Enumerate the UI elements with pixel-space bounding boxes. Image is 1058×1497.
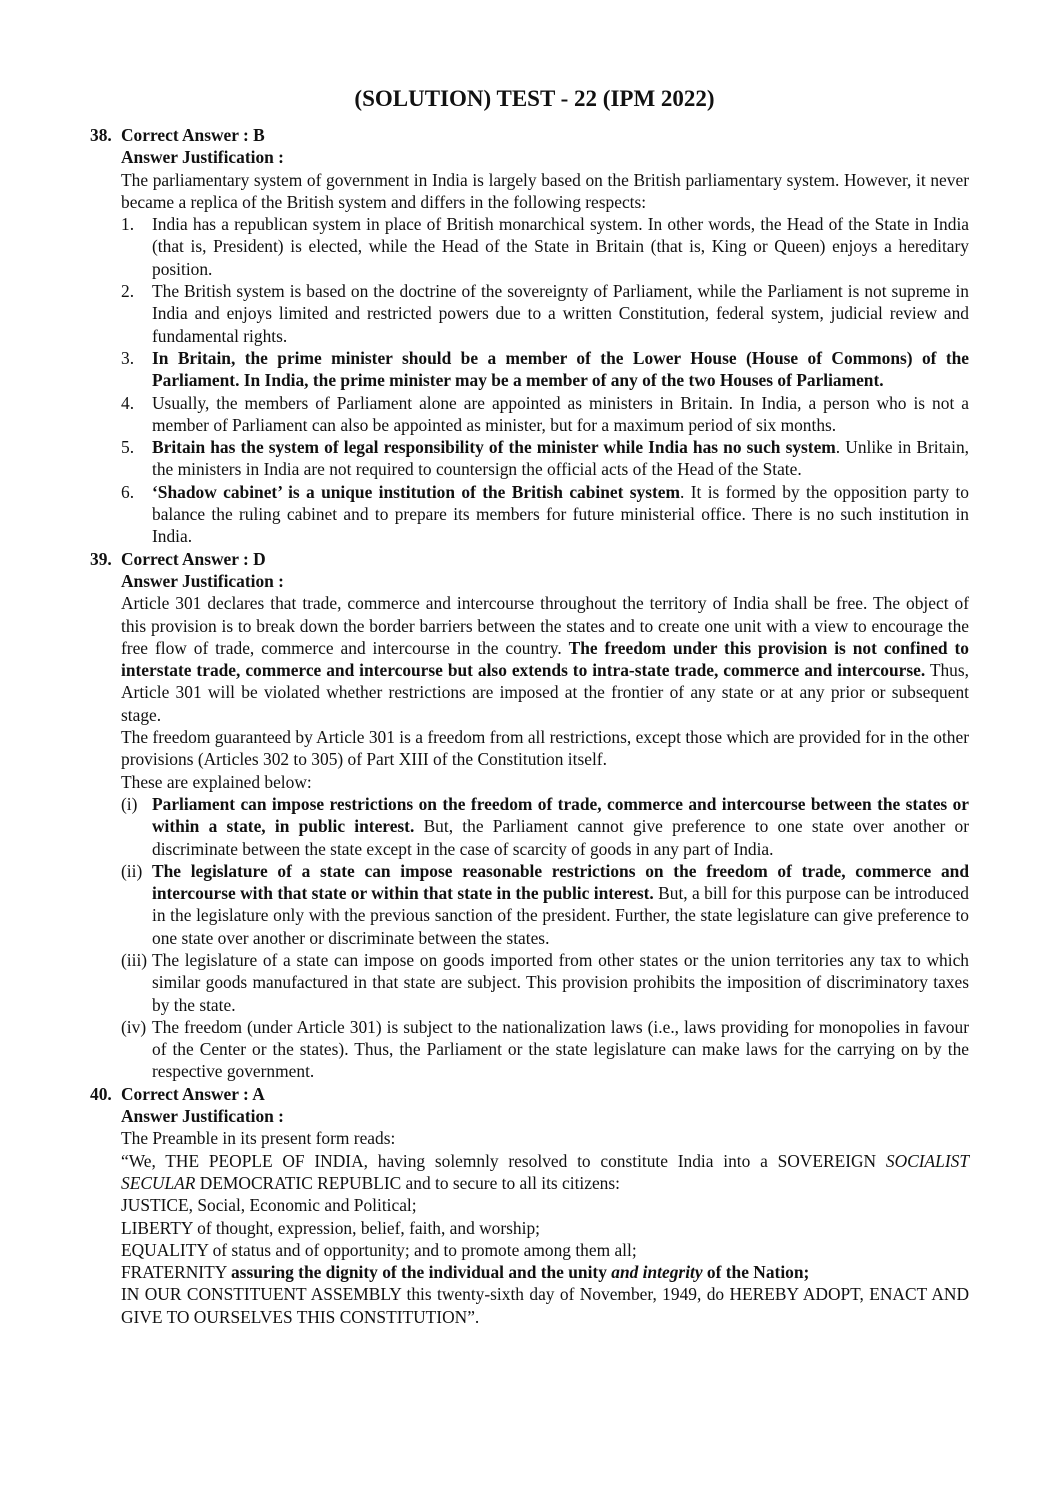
text-run: India has a republican system in place of British monarchical system. In other words, the Head of the State in India (that is, President) is elected, while the Head of the State in Britain (that is, King or Queen) enjoys a hereditary position.: [152, 214, 969, 279]
list-item-text: [152, 481, 969, 548]
question-header: [90, 548, 969, 570]
justification-label: Answer Justification :: [121, 570, 284, 591]
bold-text: Parliament can impose restrictions on the freedom of trade, commerce and intercourse between the states or within a state, in public interest.: [152, 793, 969, 837]
text-run: The parliamentary system of government in India is largely based on the British parliamentary system. However, it never became a replica of the British system and differs in the following respects:: [121, 169, 969, 212]
text-run: Thus, Article 301 will be violated whether restrictions are imposed at the frontier of any state or at any prior or subsequent stage.: [121, 660, 969, 725]
bold-text: In Britain, the prime minister should be a member of the Lower House (House of Commons) of the Parliament. In India, the prime minister may be a member of any of the two Houses of Parliament.: [152, 347, 969, 391]
list-item-number: 6.: [121, 481, 135, 502]
paragraph: [121, 1150, 969, 1195]
list-item-text: [152, 213, 969, 280]
text-run: The British system is based on the doctrine of the sovereignty of Parliament, while the Parliament is not supreme in India and enjoys limited and restricted powers due to a written Constitution, federal system, judicial review and fundamental rights.: [152, 281, 969, 346]
paragraph: [121, 169, 969, 214]
question-number: 38.: [90, 125, 112, 145]
paragraph: [121, 1239, 969, 1261]
correct-answer: Correct Answer : A: [121, 1083, 265, 1104]
text-run: DEMOCRATIC REPUBLIC and to secure to all its citizens:: [195, 1172, 620, 1193]
bold-text: and integrity: [611, 1262, 703, 1283]
justification-label: Answer Justification :: [121, 1106, 284, 1127]
italic-text: SOCIALIST SECULAR: [121, 1150, 969, 1193]
list-item: [121, 1016, 969, 1083]
correct-answer: Correct Answer : D: [121, 548, 266, 569]
bold-text: assuring the dignity of the individual and the unity: [230, 1262, 612, 1283]
text-run: The Preamble in its present form reads:: [121, 1128, 396, 1149]
justification-label: Answer Justification :: [121, 147, 284, 168]
bold-text: The legislature of a state can impose reasonable restrictions on the freedom of trade, commerce and intercourse with that state or within that state in the public interest.: [152, 860, 969, 904]
question-header: [90, 124, 969, 146]
question-38: [90, 124, 969, 548]
list-item-text: [152, 280, 969, 347]
text-run: The legislature of a state can impose on goods imported from other states or the union territories any tax to which similar goods manufactured in that state are subject. This provision prohibits the imposition of discriminatory taxes by the state.: [152, 949, 969, 1015]
document-title: (SOLUTION) TEST - 22 (IPM 2022): [354, 86, 715, 111]
list-item: [121, 347, 969, 392]
question-body: [121, 570, 969, 1083]
text-run: These are explained below:: [121, 771, 312, 792]
list-item-number: 4.: [121, 392, 135, 413]
paragraph: [121, 1283, 969, 1328]
list-item: [121, 213, 969, 280]
list-item-number: (iii): [121, 949, 148, 970]
list-item-number: 1.: [121, 214, 135, 235]
list-item: [121, 436, 969, 481]
list-item-text: [152, 347, 969, 392]
bold-text: ‘Shadow cabinet’ is a unique institution of the British cabinet system: [152, 481, 681, 502]
list-item-text: [152, 949, 969, 1016]
text-run: JUSTICE, Social, Economic and Political;: [121, 1195, 417, 1216]
text-run: Article 301 declares that trade, commerce and intercourse throughout the territory of India shall be free. The object of this provision is to break down the border barriers between the states and to create one unit with a view to encourage the free flow of trade, commerce and intercourse in the country.: [121, 593, 969, 658]
list-item-number: 2.: [121, 281, 135, 302]
paragraph: [121, 1217, 969, 1239]
text-run: . It is formed by the opposition party to balance the ruling cabinet and to prepare its members for future ministerial office. There is no such institution in India.: [152, 481, 969, 547]
paragraph: [121, 1127, 969, 1149]
text-run: The freedom guaranteed by Article 301 is a freedom from all restrictions, except those which are provided for in the other provisions (Articles 302 to 305) of Part XIII of the Constitution itself.: [121, 727, 969, 770]
list-item-text: [152, 436, 969, 481]
list-item-number: (iv): [121, 1016, 147, 1037]
list-item: [121, 793, 969, 860]
list-item: [121, 860, 969, 949]
bold-text: The freedom under this provision is not confined to interstate trade, commerce and intercourse but also extends to intra-state trade, commerce and intercourse.: [121, 637, 969, 681]
bold-text: of the Nation;: [702, 1262, 810, 1283]
text-run: EQUALITY of status and of opportunity; and to promote among them all;: [121, 1239, 637, 1260]
questions-list: [90, 124, 969, 1328]
bold-text: Britain has the system of legal responsibility of the minister while India has no such system: [152, 437, 836, 458]
text-run: LIBERTY of thought, expression, belief, faith, and worship;: [121, 1217, 540, 1238]
text-run: IN OUR CONSTITUENT ASSEMBLY this twenty-sixth day of November, 1949, do HEREBY ADOPT, ENACT AND GIVE TO OURSELVES THIS CONSTITUTION”.: [121, 1284, 969, 1327]
list-item-text: [152, 793, 969, 860]
question-header: [90, 1083, 969, 1105]
question-39: [90, 548, 969, 1083]
text-run: But, a bill for this purpose can be introduced in the legislature only with the previous sanction of the president. Further, the state legislature can give preference to one state over another or discriminate between the states.: [152, 883, 969, 948]
text-run: . Unlike in Britain, the ministers in India are not required to countersign the official acts of the Head of the State.: [152, 437, 969, 480]
paragraph: [121, 1194, 969, 1216]
paragraph: [121, 592, 969, 726]
list-item-text: [152, 860, 969, 949]
text-run: But, the Parliament cannot give preference to one state over another or discriminate between the state except in the case of scarcity of goods in any part of India.: [152, 816, 969, 859]
paragraph: [121, 771, 969, 793]
list-item-text: [152, 392, 969, 437]
list-item: [121, 392, 969, 437]
text-run: Usually, the members of Parliament alone are appointed as ministers in Britain. In India, a person who is not a member of Parliament can also be appointed as minister, but for a maximum period of six months.: [152, 392, 969, 435]
question-body: [121, 1105, 969, 1328]
list-item-number: (ii): [121, 860, 143, 881]
text-run: FRATERNITY: [121, 1262, 231, 1283]
question-number: 40.: [90, 1083, 112, 1104]
list-item-number: 5.: [121, 437, 135, 458]
correct-answer: Correct Answer : B: [121, 125, 265, 145]
paragraph: [121, 1261, 969, 1283]
list-item: [121, 481, 969, 548]
list-item: [121, 949, 969, 1016]
text-run: The freedom (under Article 301) is subject to the nationalization laws (i.e., laws providing for monopolies in favour of the Center or the states). Thus, the Parliament or the state legislature can make laws for the carrying on by the respective government.: [152, 1016, 969, 1082]
paragraph: [121, 726, 969, 771]
list-item-number: (i): [121, 793, 138, 814]
question-number: 39.: [90, 548, 112, 569]
question-40: [90, 1083, 969, 1328]
list-item-text: [152, 1016, 969, 1083]
list-item-number: 3.: [121, 347, 135, 368]
text-run: “We, THE PEOPLE OF INDIA, having solemnly resolved to constitute India into a SOVEREIGN: [121, 1150, 886, 1171]
list-item: [121, 280, 969, 347]
document-page: [90, 84, 969, 1328]
question-body: [121, 146, 969, 547]
